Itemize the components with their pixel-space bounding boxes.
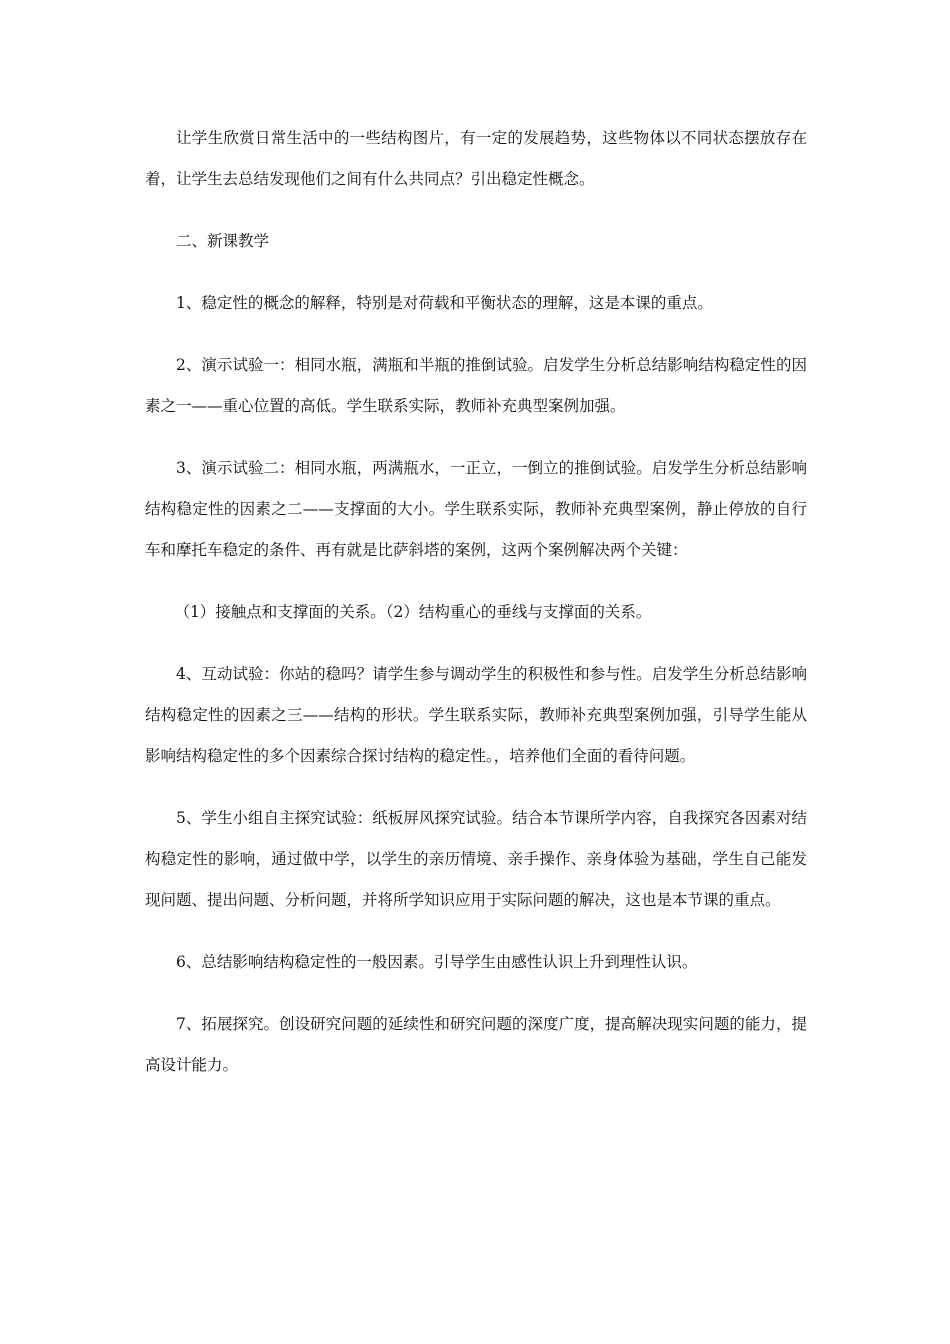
list-item-2: 2、演示试验一：相同水瓶，满瓶和半瓶的推倒试验。启发学生分析总结影响结构稳定性的因素之一——重心位置的高低。学生联系实际，教师补充典型案例加强。 <box>145 356 807 415</box>
list-item-7: 7、拓展探究。创设研究问题的延续性和研究问题的深度广度，提高解决现实问题的能力，提高设计能力。 <box>145 1015 807 1074</box>
intro-paragraph: 让学生欣赏日常生活中的一些结构图片，有一定的发展趋势，这些物体以不同状态摆放存在着，让学生去总结发现他们之间有什么共同点？引出稳定性概念。 <box>145 129 807 188</box>
list-item-3: 3、演示试验二：相同水瓶，两满瓶水，一正立，一倒立的推倒试验。启发学生分析总结影响结构稳定性的因素之二——支撑面的大小。学生联系实际，教师补充典型案例，静止停放的自行车和摩托车稳定的条件、再有就是比萨斜塔的案例，这两个案例解决两个关键： <box>145 459 807 559</box>
section-heading-new-lesson: 二、新课教学 <box>176 232 270 250</box>
list-item-6: 6、总结影响结构稳定性的一般因素。引导学生由感性认识上升到理性认识。 <box>176 953 698 971</box>
list-item-1: 1、稳定性的概念的解释，特别是对荷载和平衡状态的理解，这是本课的重点。 <box>176 294 713 312</box>
list-item-3-subpoints: （1）接触点和支撑面的关系。（2）结构重心的垂线与支撑面的关系。 <box>174 603 652 621</box>
list-item-4: 4、互动试验：你站的稳吗？请学生参与调动学生的积极性和参与性。启发学生分析总结影响结构稳定性的因素之三——结构的形状。学生联系实际，教师补充典型案例加强，引导学生能从影响结构稳定性的多个因素综合探讨结构的稳定性。，培养他们全面的看待问题。 <box>145 665 807 765</box>
document-body <box>145 118 807 1086</box>
list-item-5: 5、学生小组自主探究试验：纸板屏风探究试验。结合本节课所学内容，自我探究各因素对结构稳定性的影响，通过做中学，以学生的亲历情境、亲手操作、亲身体验为基础，学生自己能发现问题、提出问题、分析问题，并将所学知识应用于实际问题的解决，这也是本节课的重点。 <box>145 809 807 909</box>
